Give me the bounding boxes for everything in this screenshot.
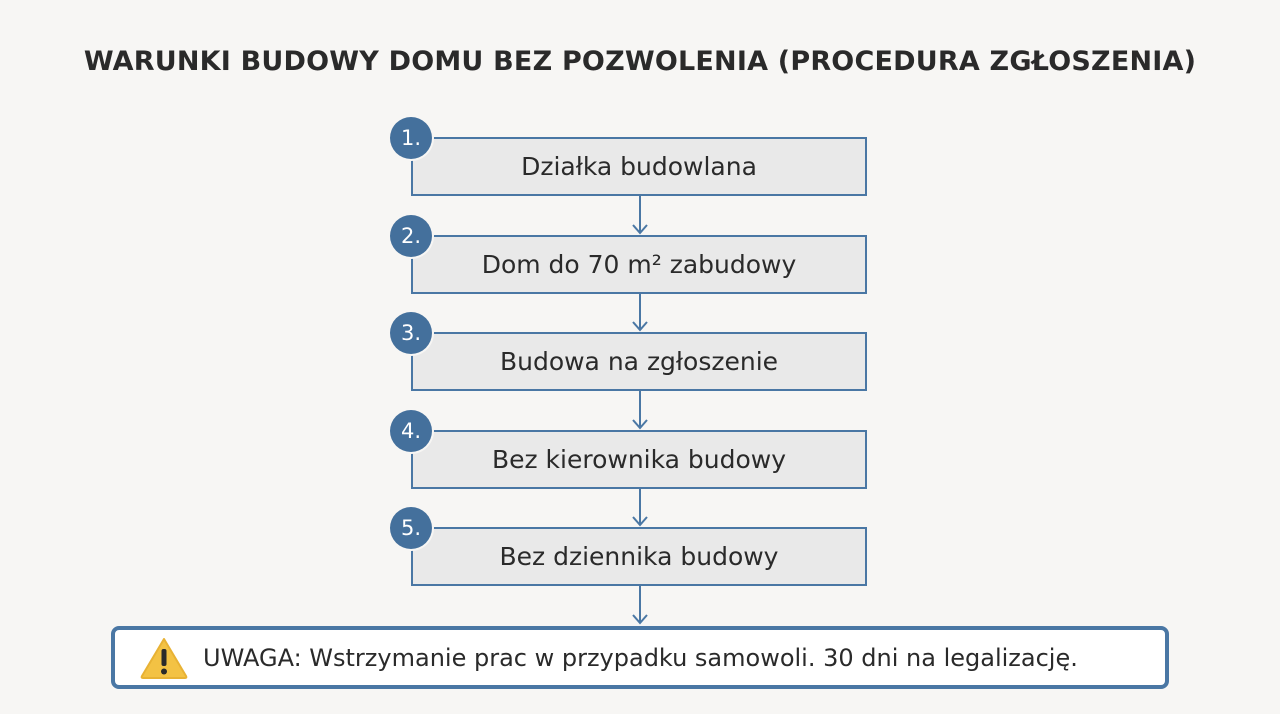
arrow-down-icon bbox=[631, 294, 649, 333]
warning-text: UWAGA: Wstrzymanie prac w przypadku samowoli. 30 dni na legalizację. bbox=[203, 643, 1078, 672]
step-number-3: 3. bbox=[390, 312, 432, 354]
arrow-down-icon bbox=[631, 489, 649, 528]
step-label-3: Budowa na zgłoszenie bbox=[499, 347, 779, 376]
step-label-1: Działka budowlana bbox=[521, 152, 757, 181]
step-number-1: 1. bbox=[390, 117, 432, 159]
step-box-1 bbox=[411, 137, 867, 196]
step-label-4: Bez kierownika budowy bbox=[491, 445, 787, 474]
step-box-3 bbox=[411, 332, 867, 391]
step-box-5 bbox=[411, 527, 867, 586]
step-box-4 bbox=[411, 430, 867, 489]
step-number-5: 5. bbox=[390, 507, 432, 549]
arrow-down-icon bbox=[631, 196, 649, 236]
step-number-2: 2. bbox=[390, 215, 432, 257]
arrow-down-icon bbox=[631, 391, 649, 431]
diagram-title: WARUNKI BUDOWY DOMU BEZ POZWOLENIA (PROCEDURA ZGŁOSZENIA) bbox=[83, 46, 1197, 77]
warning-box bbox=[111, 626, 1169, 689]
step-label-5: Bez dziennika budowy bbox=[499, 542, 779, 571]
step-box-2 bbox=[411, 235, 867, 294]
warning-triangle-icon bbox=[139, 636, 189, 680]
arrow-down-icon bbox=[631, 586, 649, 626]
step-number-4: 4. bbox=[390, 410, 432, 452]
step-label-2: Dom do 70 m² zabudowy bbox=[481, 250, 797, 279]
